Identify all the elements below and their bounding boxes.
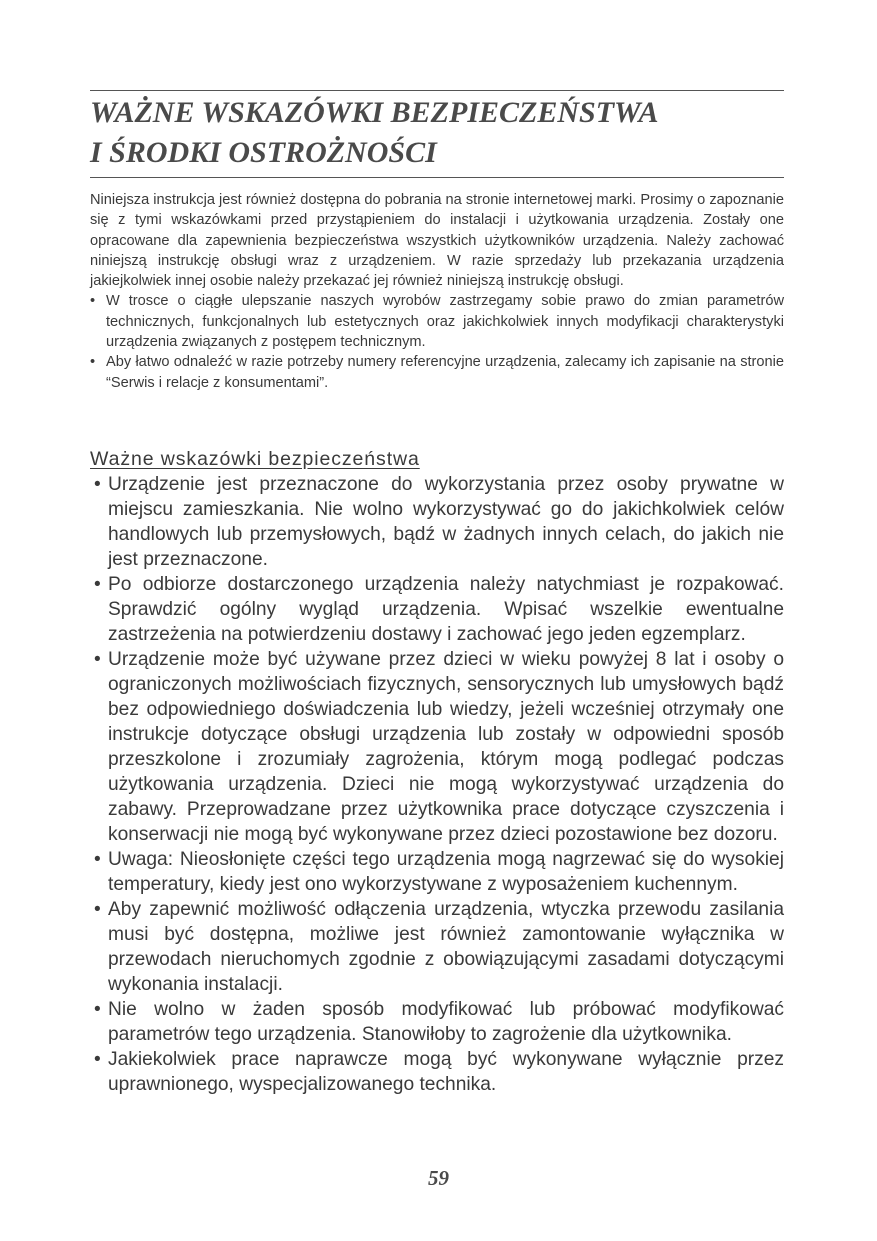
title-top-rule [90, 90, 784, 91]
bullet-icon: • [94, 999, 101, 1020]
title-bottom-rule [90, 177, 784, 178]
page-title-line-2: I ŚRODKI OSTROŻNOŚCI [90, 136, 437, 169]
safety-item-text: Urządzenie jest przeznaczone do wykorzystania przez osoby prywatne w miejscu zamieszkania. Nie wolno wykorzystywać go do jakichkolwiek celów handlowych lub przemysłowych, bądź w żadnych innych celach, do jakich nie jest przeznaczone. [108, 474, 784, 570]
bullet-icon: • [94, 1049, 101, 1070]
intro-paragraph: Niniejsza instrukcja jest również dostępna do pobrania na stronie internetowej marki. Prosimy o zapoznanie się z tymi wskazówkami przed przystąpieniem do instalacji i użytkowania urządzenia. Zostały one opracowane dla zapewnienia bezpieczeństwa wszystkich użytkowników urządzenia. Należy zachować niniejszą instrukcję obsługi wraz z urządzeniem. W razie sprzedaży lub przekazania urządzenia jakiejkolwiek innej osobie należy przekazać jej również niniejszą instrukcję obsługi. [90, 192, 784, 290]
safety-item-text: Aby zapewnić możliwość odłączenia urządzenia, wtyczka przewodu zasilania musi być dostępna, możliwe jest również zamontowanie wyłącznika w przewodach nieruchomych zgodnie z obowiązującymi zasadami dotyczącymi wykonania instalacji. [108, 899, 784, 995]
safety-item-text: Uwaga: Nieosłonięte części tego urządzenia mogą nagrzewać się do wysokiej temperatury, kiedy jest ono wykorzystywane z wyposażeniem kuchennym. [108, 849, 784, 895]
intro-bullet-list [90, 291, 784, 392]
bullet-icon: • [94, 474, 101, 495]
intro-bullet-text: Aby łatwo odnaleźć w razie potrzeby numery referencyjne urządzenia, zalecamy ich zapisanie na stronie “Serwis i relacje z konsumentami”. [106, 354, 784, 391]
safety-item [90, 1047, 784, 1097]
safety-item-text: Po odbiorze dostarczonego urządzenia należy natychmiast je rozpakować. Sprawdzić ogólny wygląd urządzenia. Wpisać wszelkie ewentualne zastrzeżenia na potwierdzeniu dostawy i zachować jego jeden egzemplarz. [108, 574, 784, 645]
bullet-icon: • [90, 293, 96, 310]
bullet-icon: • [94, 849, 101, 870]
safety-item-text: Nie wolno w żaden sposób modyfikować lub próbować modyfikować parametrów tego urządzenia. Stanowiłoby to zagrożenie dla użytkownika. [108, 999, 784, 1045]
safety-item-text: Urządzenie może być używane przez dzieci w wieku powyżej 8 lat i osoby o ograniczonych możliwościach fizycznych, sensorycznych lub umysłowych bądź bez odpowiedniego doświadczenia lub wiedzy, jeżeli wcześniej otrzymały one instrukcje dotyczące obsługi urządzenia lub zostały w odpowiedni sposób przeszkolone i zrozumiały zagrożenia, którym mogą podlegać podczas użytkowania urządzenia. Dzieci nie mogą wykorzystywać urządzenia do zabawy. Przeprowadzane przez użytkownika prace dotyczące czyszczenia i konserwacji nie mogą być wykonywane przez dzieci pozostawione bez dozoru. [108, 649, 784, 845]
intro-section [90, 190, 784, 393]
safety-item [90, 847, 784, 897]
page-title [90, 93, 784, 173]
intro-bullet-text: W trosce o ciągłe ulepszanie naszych wyrobów zastrzegamy sobie prawo do zmian parametrów technicznych, funkcjonalnych lub estetycznych oraz jakichkolwiek innych modyfikacji charakterystyki urządzenia związanych z postępem technicznym. [106, 293, 784, 351]
page-title-line-1: WAŻNE WSKAZÓWKI BEZPIECZEŃSTWA [90, 96, 659, 129]
safety-item [90, 472, 784, 572]
safety-item [90, 647, 784, 847]
intro-bullet-item [90, 352, 784, 393]
page-number: 59 [428, 1166, 449, 1190]
safety-item [90, 997, 784, 1047]
bullet-icon: • [90, 354, 96, 371]
safety-item-text: Jakiekolwiek prace naprawcze mogą być wykonywane wyłącznie przez uprawnionego, wyspecjalizowanego technika. [108, 1049, 784, 1095]
bullet-icon: • [94, 899, 101, 920]
bullet-icon: • [94, 649, 101, 670]
safety-item [90, 572, 784, 647]
intro-bullet-item [90, 291, 784, 352]
safety-list [90, 472, 784, 1097]
safety-heading: Ważne wskazówki bezpieczeństwa [90, 448, 420, 470]
safety-section [90, 447, 784, 1097]
bullet-icon: • [94, 574, 101, 595]
safety-item [90, 897, 784, 997]
